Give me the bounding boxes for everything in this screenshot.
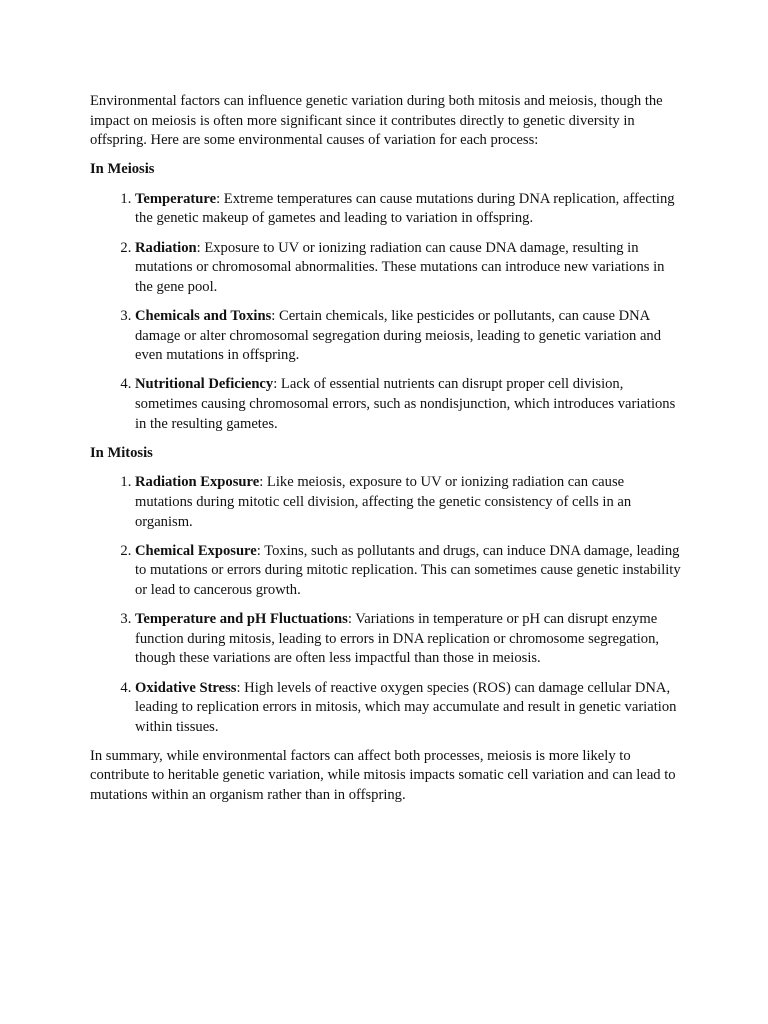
- item-text: : Like meiosis, exposure to UV or ionizing radiation can cause mutations during mitotic cell division, affecting the genetic consistency of cells in an organism.: [135, 474, 632, 530]
- item-term: Temperature and pH Fluctuations: [135, 611, 348, 628]
- list-item: [135, 610, 682, 669]
- document-page: [90, 92, 682, 815]
- item-text: : Certain chemicals, like pesticides or pollutants, can cause DNA damage or alter chromosomal segregation during meiosis, leading to genetic variation and even mutations in offspring.: [135, 308, 662, 364]
- meiosis-list: [90, 190, 682, 434]
- item-term: Temperature: [135, 190, 217, 207]
- item-term: Chemicals and Toxins: [135, 308, 272, 325]
- item-text: : Extreme temperatures can cause mutations during DNA replication, affecting the genetic makeup of gametes and leading to variation in offspring.: [135, 190, 675, 227]
- list-item: [135, 375, 682, 434]
- mitosis-heading: In Mitosis: [90, 444, 153, 461]
- item-term: Chemical Exposure: [135, 542, 257, 559]
- mitosis-list: [90, 473, 682, 737]
- item-term: Radiation Exposure: [135, 474, 260, 491]
- item-term: Oxidative Stress: [135, 679, 237, 696]
- meiosis-heading: In Meiosis: [90, 161, 155, 178]
- item-text: : High levels of reactive oxygen species (ROS) can damage cellular DNA, leading to replication errors in mitosis, which may accumulate and result in genetic variation within tissues.: [135, 679, 677, 735]
- item-text: : Exposure to UV or ionizing radiation can cause DNA damage, resulting in mutations or chromosomal abnormalities. These mutations can introduce new variations in the gene pool.: [135, 239, 665, 295]
- list-item: [135, 190, 682, 229]
- item-text: : Lack of essential nutrients can disrupt proper cell division, sometimes causing chromosomal errors, such as nondisjunction, which introduces variations in the resulting gametes.: [135, 376, 676, 432]
- item-text: : Toxins, such as pollutants and drugs, can induce DNA damage, leading to mutations or errors during mitotic replication. This can sometimes cause genetic instability or lead to cancerous growth.: [135, 542, 681, 598]
- list-item: [135, 679, 682, 738]
- item-term: Radiation: [135, 239, 197, 256]
- list-item: [135, 542, 682, 601]
- item-text: : Variations in temperature or pH can disrupt enzyme function during mitosis, leading to errors in DNA replication or chromosome segregation, though these variations are often less impactful than those in meiosis.: [135, 611, 660, 667]
- intro-paragraph: Environmental factors can influence genetic variation during both mitosis and meiosis, though the impact on meiosis is often more significant since it contributes directly to genetic diversity in offspring. Here are some environmental causes of variation for each process:: [90, 93, 663, 149]
- list-item: [135, 239, 682, 298]
- list-item: [135, 307, 682, 366]
- list-item: [135, 473, 682, 532]
- item-term: Nutritional Deficiency: [135, 376, 274, 393]
- summary-paragraph: In summary, while environmental factors can affect both processes, meiosis is more likely to contribute to heritable genetic variation, while mitosis impacts somatic cell variation and can lead to mutations within an organism rather than in offspring.: [90, 747, 676, 804]
